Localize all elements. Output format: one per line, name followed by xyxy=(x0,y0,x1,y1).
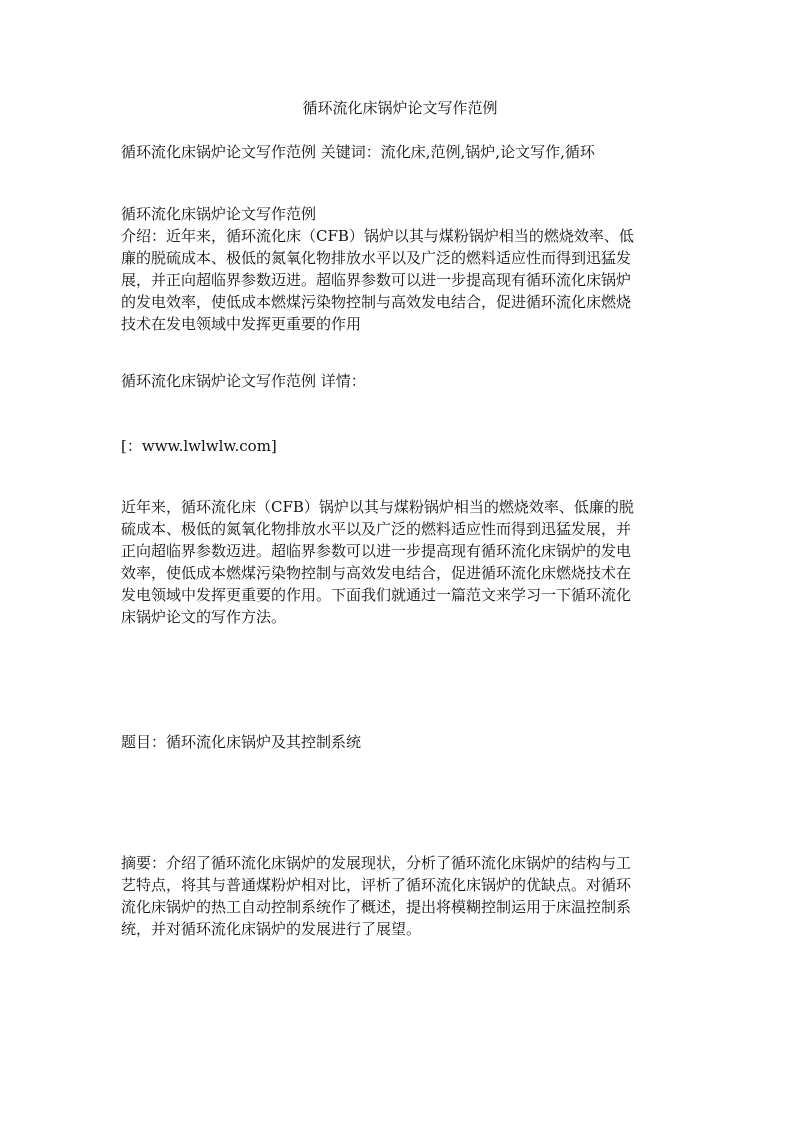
body-line: 效率，使低成本燃煤污染物控制与高效发电结合，促进循环流化床燃烧技术在 xyxy=(121,564,632,582)
intro-line: 展，并正向超临界参数迈进。超临界参数可以进一步提高现有循环流化床锅炉 xyxy=(121,271,632,289)
abstract-line: 流化床锅炉的热工自动控制系统作了概述，提出将模糊控制运用于床温控制系 xyxy=(121,898,632,916)
abstract-line: 摘要：介绍了循环流化床锅炉的发展现状，分析了循环流化床锅炉的结构与工 xyxy=(121,854,632,872)
intro-line: 介绍：近年来，循环流化床（CFB）锅炉以其与煤粉锅炉相当的燃烧效率、低 xyxy=(121,227,634,245)
intro-line: 廉的脱硫成本、极低的氮氧化物排放水平以及广泛的燃料适应性而得到迅猛发 xyxy=(121,249,632,267)
intro-line: 技术在发电领域中发挥更重要的作用 xyxy=(121,315,362,333)
abstract-line: 统，并对循环流化床锅炉的发展进行了展望。 xyxy=(121,920,422,938)
topic-heading: 题目：循环流化床锅炉及其控制系统 xyxy=(121,733,362,751)
keywords-line: 循环流化床锅炉论文写作范例 关键词：流化床,范例,锅炉,论文写作,循环 xyxy=(121,143,595,161)
abstract-paragraph xyxy=(121,852,681,940)
body-line: 硫成本、极低的氮氧化物排放水平以及广泛的燃料适应性而得到迅猛发展，并 xyxy=(121,520,632,538)
document-title: 循环流化床锅炉论文写作范例 xyxy=(302,99,498,117)
abstract-line: 艺特点，将其与普通煤粉炉相对比，评析了循环流化床锅炉的优缺点。对循环 xyxy=(121,876,632,894)
intro-section xyxy=(121,203,681,335)
body-line: 床锅炉论文的写作方法。 xyxy=(121,608,287,626)
details-heading: 循环流化床锅炉论文写作范例 详情： xyxy=(121,372,366,390)
intro-heading: 循环流化床锅炉论文写作范例 xyxy=(121,205,317,223)
body-line: 正向超临界参数迈进。超临界参数可以进一步提高现有循环流化床锅炉的发电 xyxy=(121,542,632,560)
source-link: [：www.lwlwlw.com] xyxy=(121,437,277,455)
body-paragraph xyxy=(121,496,681,628)
body-line: 近年来，循环流化床（CFB）锅炉以其与煤粉锅炉相当的燃烧效率、低廉的脱 xyxy=(121,498,634,516)
body-line: 发电领域中发挥更重要的作用。下面我们就通过一篇范文来学习一下循环流化 xyxy=(121,586,632,604)
intro-line: 的发电效率，使低成本燃煤污染物控制与高效发电结合，促进循环流化床燃烧 xyxy=(121,293,632,311)
